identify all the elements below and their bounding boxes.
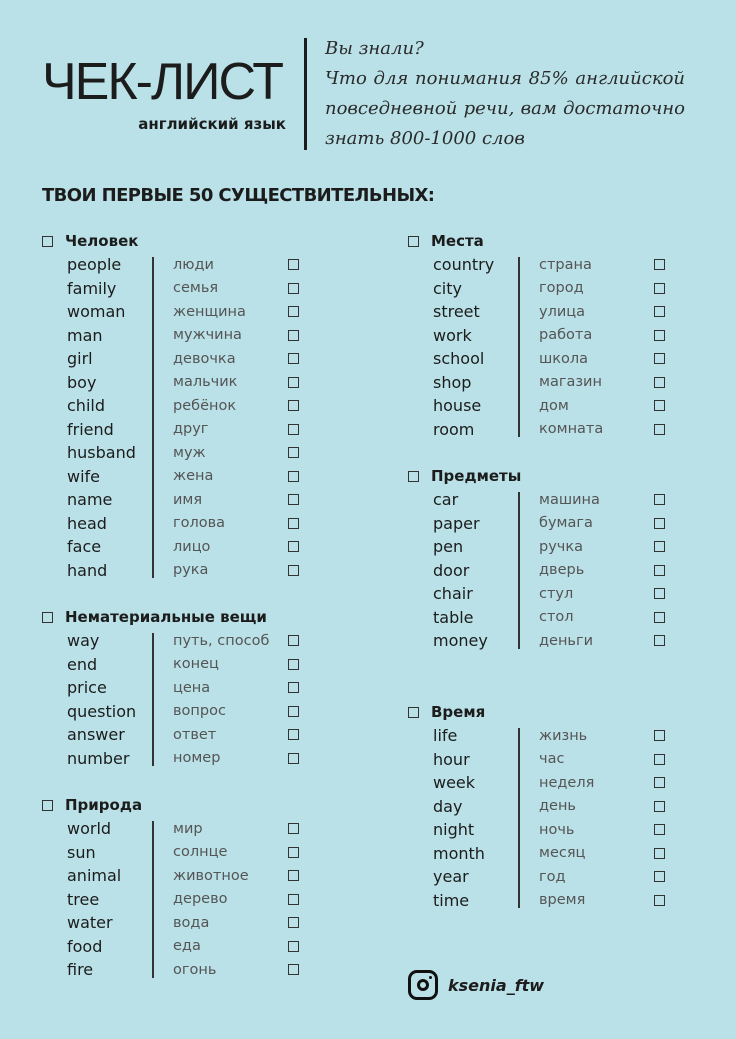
item-checkbox[interactable] — [288, 353, 299, 364]
list-item — [408, 488, 708, 512]
english-word: hour — [433, 749, 470, 769]
list-item — [42, 864, 342, 888]
page-subtitle: английский язык — [138, 115, 286, 133]
section-checkbox[interactable] — [42, 236, 53, 247]
item-checkbox[interactable] — [288, 706, 299, 717]
item-checkbox[interactable] — [288, 682, 299, 693]
item-checkbox[interactable] — [288, 941, 299, 952]
translation: мужчина — [173, 327, 242, 344]
item-checkbox[interactable] — [288, 870, 299, 881]
translation: голова — [173, 515, 226, 532]
english-word: time — [433, 890, 470, 910]
translation: животное — [173, 867, 249, 884]
note-line: знать 800-1000 слов — [325, 128, 525, 149]
english-word: pen — [433, 537, 464, 557]
english-word: shop — [433, 372, 472, 392]
list-item — [408, 300, 708, 324]
list-item — [42, 488, 342, 512]
translation: имя — [173, 491, 203, 508]
translation: мальчик — [173, 374, 238, 391]
section — [42, 605, 342, 770]
english-word: room — [433, 419, 475, 439]
list-item — [408, 606, 708, 630]
item-checkbox[interactable] — [288, 447, 299, 458]
translation: день — [539, 798, 576, 815]
item-checkbox[interactable] — [654, 612, 665, 623]
item-checkbox[interactable] — [654, 730, 665, 741]
section-header — [408, 464, 708, 488]
list-item — [408, 724, 708, 748]
item-checkbox[interactable] — [288, 823, 299, 834]
translation: магазин — [539, 374, 602, 391]
translation: солнце — [173, 844, 228, 861]
item-checkbox[interactable] — [654, 848, 665, 859]
english-word: name — [67, 490, 113, 510]
list-item — [42, 535, 342, 559]
english-word: man — [67, 325, 103, 345]
list-item — [42, 371, 342, 395]
english-word: chair — [433, 584, 473, 604]
translation: рука — [173, 562, 209, 579]
english-word: life — [433, 726, 458, 746]
translation: жена — [173, 468, 214, 485]
section — [408, 464, 708, 653]
section-title: Нематериальные вещи — [65, 608, 267, 626]
item-checkbox[interactable] — [654, 283, 665, 294]
section-header — [42, 605, 342, 629]
translation: конец — [173, 656, 219, 673]
english-word: door — [433, 560, 470, 580]
list-item — [42, 418, 342, 442]
english-word: food — [67, 936, 103, 956]
translation: лицо — [173, 538, 211, 555]
translation: страна — [539, 256, 592, 273]
item-checkbox[interactable] — [654, 377, 665, 388]
translation: огонь — [173, 961, 217, 978]
english-word: year — [433, 867, 469, 887]
item-checkbox[interactable] — [288, 964, 299, 975]
item-checkbox[interactable] — [654, 400, 665, 411]
item-checkbox[interactable] — [288, 259, 299, 270]
item-checkbox[interactable] — [288, 330, 299, 341]
translation: ручка — [539, 538, 583, 555]
translation: улица — [539, 303, 586, 320]
item-checkbox[interactable] — [288, 518, 299, 529]
english-word: face — [67, 537, 102, 557]
list-item — [42, 300, 342, 324]
list-item — [42, 888, 342, 912]
list-item — [42, 723, 342, 747]
translation: номер — [173, 750, 221, 767]
section-header — [42, 229, 342, 253]
note-line: Что для понимания 85% английской — [325, 68, 685, 89]
list-item — [42, 958, 342, 982]
item-checkbox[interactable] — [288, 471, 299, 482]
item-checkbox[interactable] — [654, 824, 665, 835]
list-item — [42, 935, 342, 959]
english-word: woman — [67, 302, 126, 322]
translation: путь, способ — [173, 632, 270, 649]
translation: стол — [539, 609, 574, 626]
translation: семья — [173, 280, 219, 297]
list-item — [42, 629, 342, 653]
translation: ночь — [539, 821, 575, 838]
english-word: fire — [67, 960, 94, 980]
translation: город — [539, 280, 584, 297]
list-item — [408, 842, 708, 866]
translation: мир — [173, 820, 203, 837]
list-item — [42, 394, 342, 418]
item-checkbox[interactable] — [654, 895, 665, 906]
list-item — [42, 324, 342, 348]
list-item — [408, 865, 708, 889]
list-item — [408, 582, 708, 606]
translation: вопрос — [173, 703, 226, 720]
english-word: day — [433, 796, 463, 816]
list-item — [42, 911, 342, 935]
translation: цена — [173, 679, 211, 696]
list-item — [408, 394, 708, 418]
item-checkbox[interactable] — [288, 283, 299, 294]
section-checkbox[interactable] — [408, 236, 419, 247]
list-item — [408, 629, 708, 653]
section-header — [408, 700, 708, 724]
item-checkbox[interactable] — [654, 518, 665, 529]
item-checkbox[interactable] — [654, 424, 665, 435]
translation: муж — [173, 444, 206, 461]
item-checkbox[interactable] — [288, 400, 299, 411]
list-item — [408, 324, 708, 348]
list-item — [42, 700, 342, 724]
list-item — [42, 441, 342, 465]
list-item — [408, 748, 708, 772]
item-checkbox[interactable] — [288, 565, 299, 576]
english-word: husband — [67, 443, 136, 463]
translation: месяц — [539, 845, 586, 862]
item-checkbox[interactable] — [654, 588, 665, 599]
list-item — [42, 841, 342, 865]
section-title: Места — [431, 232, 484, 250]
item-checkbox[interactable] — [288, 847, 299, 858]
translation: еда — [173, 938, 201, 955]
translation: бумага — [539, 515, 593, 532]
section-checkbox[interactable] — [408, 707, 419, 718]
item-checkbox[interactable] — [288, 541, 299, 552]
english-word: month — [433, 843, 485, 863]
english-word: price — [67, 678, 107, 698]
fact-note — [325, 34, 685, 154]
list-item — [42, 347, 342, 371]
list-item — [408, 889, 708, 913]
translation: друг — [173, 421, 209, 438]
list-item — [408, 253, 708, 277]
english-word: way — [67, 631, 100, 651]
translation: машина — [539, 491, 600, 508]
instagram-credit — [408, 970, 544, 1000]
instagram-icon — [408, 970, 438, 1000]
item-checkbox[interactable] — [288, 659, 299, 670]
section — [42, 793, 342, 982]
translation: год — [539, 868, 566, 885]
english-word: girl — [67, 349, 93, 369]
list-item — [408, 512, 708, 536]
item-checkbox[interactable] — [288, 306, 299, 317]
english-word: number — [67, 748, 130, 768]
english-word: work — [433, 325, 472, 345]
english-word: people — [67, 255, 122, 275]
list-item — [42, 512, 342, 536]
translation: час — [539, 751, 565, 768]
section-checkbox[interactable] — [42, 800, 53, 811]
item-checkbox[interactable] — [654, 306, 665, 317]
page-title: ЧЕК-ЛИСТ — [42, 53, 283, 111]
english-word: tree — [67, 889, 100, 909]
item-checkbox[interactable] — [654, 494, 665, 505]
list-item — [408, 347, 708, 371]
item-checkbox[interactable] — [654, 801, 665, 812]
list-item — [408, 559, 708, 583]
item-checkbox[interactable] — [654, 259, 665, 270]
translation: школа — [539, 350, 589, 367]
english-word: end — [67, 654, 98, 674]
translation: дерево — [173, 891, 228, 908]
item-checkbox[interactable] — [654, 777, 665, 788]
translation: женщина — [173, 303, 246, 320]
english-word: car — [433, 490, 459, 510]
list-item — [408, 535, 708, 559]
english-word: head — [67, 513, 107, 533]
list-item — [408, 418, 708, 442]
note-line: Вы знали? — [325, 38, 424, 59]
item-checkbox[interactable] — [654, 871, 665, 882]
english-word: animal — [67, 866, 122, 886]
list-item — [408, 277, 708, 301]
translation: девочка — [173, 350, 236, 367]
english-word: city — [433, 278, 462, 298]
english-word: paper — [433, 513, 480, 533]
section — [408, 229, 708, 441]
translation: вода — [173, 914, 210, 931]
section-header — [42, 793, 342, 817]
item-checkbox[interactable] — [288, 917, 299, 928]
translation: люди — [173, 256, 214, 273]
translation: неделя — [539, 774, 595, 791]
section-title: Время — [431, 703, 486, 721]
english-word: answer — [67, 725, 125, 745]
english-word: world — [67, 819, 112, 839]
list-item — [42, 277, 342, 301]
item-checkbox[interactable] — [288, 894, 299, 905]
english-word: wife — [67, 466, 101, 486]
section-title: Предметы — [431, 467, 522, 485]
translation: работа — [539, 327, 593, 344]
english-word: money — [433, 631, 488, 651]
english-word: table — [433, 607, 474, 627]
item-checkbox[interactable] — [654, 754, 665, 765]
item-checkbox[interactable] — [654, 353, 665, 364]
translation: дом — [539, 397, 569, 414]
item-checkbox[interactable] — [288, 494, 299, 505]
translation: стул — [539, 585, 574, 602]
list-item — [42, 465, 342, 489]
english-word: family — [67, 278, 117, 298]
item-checkbox[interactable] — [288, 729, 299, 740]
list-item — [42, 676, 342, 700]
translation: деньги — [539, 632, 594, 649]
section-checkbox[interactable] — [42, 612, 53, 623]
item-checkbox[interactable] — [288, 753, 299, 764]
list-item — [42, 253, 342, 277]
section-title: Природа — [65, 796, 143, 814]
item-checkbox[interactable] — [654, 541, 665, 552]
note-line: повседневной речи, вам достаточно — [325, 98, 685, 119]
translation: жизнь — [539, 727, 588, 744]
list-item — [42, 817, 342, 841]
item-checkbox[interactable] — [654, 565, 665, 576]
english-word: school — [433, 349, 485, 369]
english-word: hand — [67, 560, 108, 580]
english-word: night — [433, 820, 475, 840]
item-checkbox[interactable] — [654, 330, 665, 341]
english-word: sun — [67, 842, 96, 862]
list-item — [408, 795, 708, 819]
section — [42, 229, 342, 582]
list-item — [42, 747, 342, 771]
translation: комната — [539, 421, 604, 438]
english-word: street — [433, 302, 480, 322]
translation: время — [539, 892, 586, 909]
instagram-handle: ksenia_ftw — [448, 975, 545, 995]
item-checkbox[interactable] — [654, 635, 665, 646]
item-checkbox[interactable] — [288, 635, 299, 646]
translation: ребёнок — [173, 397, 237, 414]
english-word: boy — [67, 372, 97, 392]
translation: ответ — [173, 726, 217, 743]
english-word: week — [433, 773, 476, 793]
list-item — [408, 818, 708, 842]
translation: дверь — [539, 562, 585, 579]
english-word: friend — [67, 419, 114, 439]
item-checkbox[interactable] — [288, 424, 299, 435]
list-item — [42, 559, 342, 583]
section-checkbox[interactable] — [408, 471, 419, 482]
section-header — [408, 229, 708, 253]
english-word: house — [433, 396, 482, 416]
english-word: country — [433, 255, 495, 275]
english-word: child — [67, 396, 105, 416]
item-checkbox[interactable] — [288, 377, 299, 388]
list-heading: ТВОИ ПЕРВЫЕ 50 СУЩЕСТВИТЕЛЬНЫХ: — [42, 185, 435, 206]
section — [408, 700, 708, 912]
english-word: question — [67, 701, 137, 721]
list-item — [408, 371, 708, 395]
list-item — [42, 653, 342, 677]
header-divider — [304, 38, 307, 150]
list-item — [408, 771, 708, 795]
english-word: water — [67, 913, 113, 933]
section-title: Человек — [65, 232, 139, 250]
